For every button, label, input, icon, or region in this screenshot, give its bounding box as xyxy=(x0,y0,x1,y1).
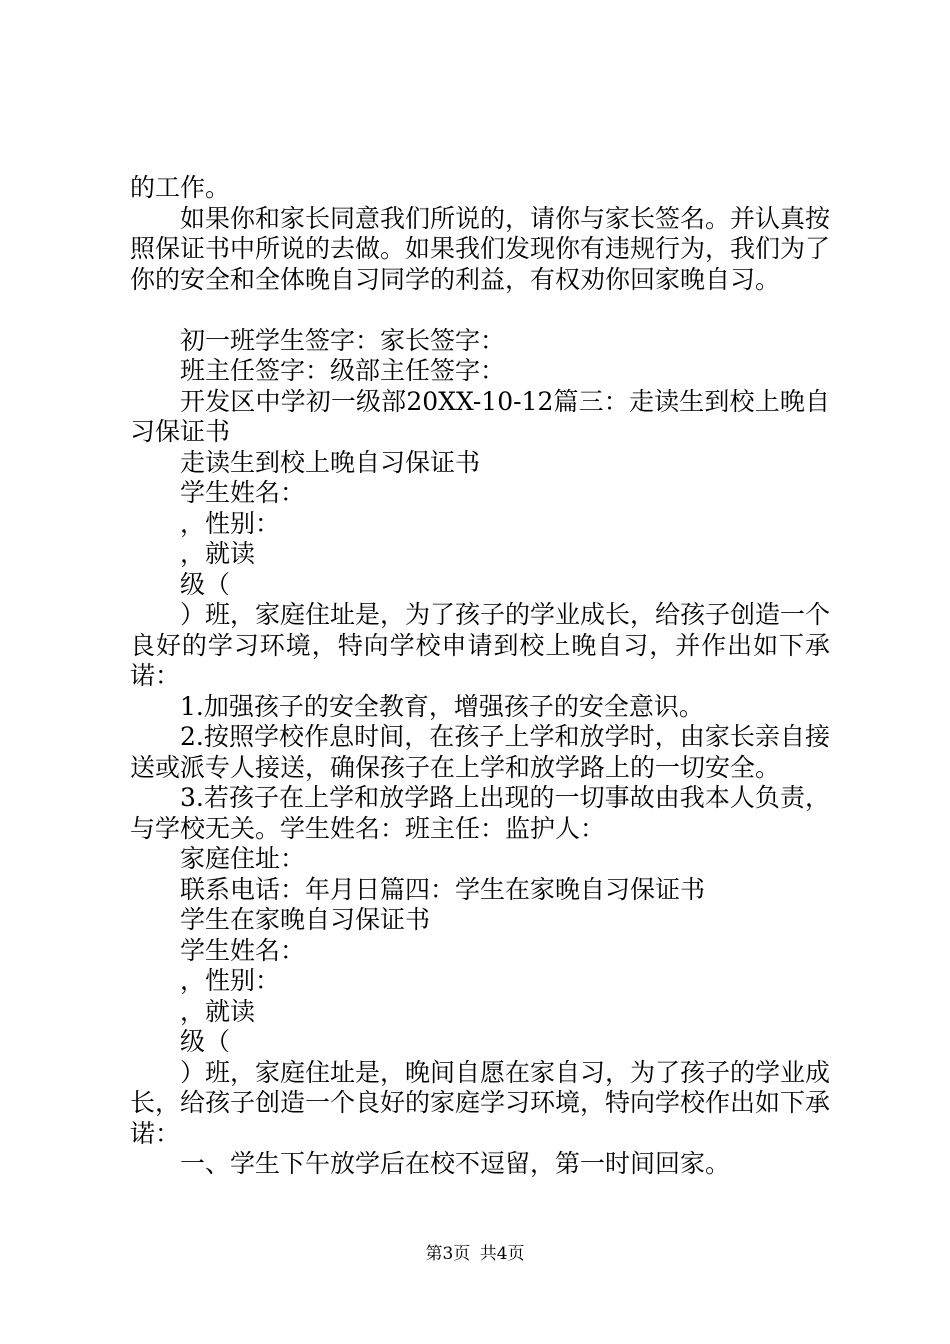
field-gender-1: ，性别： xyxy=(180,508,281,538)
pledge-item-3: 3.若孩子在上学和放学路上出现的一切事故由我本人负责，与学校无关。学生姓名：班主任：监护人： xyxy=(130,783,830,843)
page-number: 第3页 xyxy=(425,1244,471,1264)
paragraph-1: 的工作。 xyxy=(130,173,231,202)
document-body xyxy=(130,173,830,1180)
paragraph-4: 班主任签字：级部主任签字： xyxy=(180,356,506,385)
field-attend-2: ，就读 xyxy=(180,996,256,1026)
field-grade-1: 级（ xyxy=(180,569,231,599)
field-phone: 联系电话：年月日篇四：学生在家晚自习保证书 xyxy=(180,874,706,904)
paragraph-5: 开发区中学初一级部20XX-10-12篇三：走读生到校上晚自习保证书 xyxy=(130,386,830,446)
field-student-name-2: 学生姓名： xyxy=(180,935,306,965)
field-gender-2: ，性别： xyxy=(180,966,281,995)
paragraph-3: 初一班学生签字：家长签字： xyxy=(180,325,506,355)
pledge-item-1: 1.加强孩子的安全教育，增强孩子的安全意识。 xyxy=(180,691,704,721)
paragraph-2: 如果你和家长同意我们所说的，请你与家长签名。并认真按照保证书中所说的去做。如果我们发现你有违规行为，我们为了你的安全和全体晚自习同学的利益，有权劝你回家晚自习。 xyxy=(130,203,831,294)
section-title-3: 走读生到校上晚自习保证书 xyxy=(180,447,481,477)
field-grade-2: 级（ xyxy=(180,1027,231,1056)
paragraph-pledge-1: ）班，家庭住址是，为了孩子的学业成长，给孩子创造一个良好的学习环境，特向学校申请到校上晚自习，并作出如下承诺： xyxy=(130,600,831,690)
pledge-item-a: 一、学生下午放学后在校不逗留，第一时间回家。 xyxy=(180,1149,731,1178)
pledge-item-2: 2.按照学校作息时间，在孩子上学和放学时，由家长亲自接送或派专人接送，确保孩子在上学和放学路上的一切安全。 xyxy=(130,722,830,782)
section-title-4: 学生在家晚自习保证书 xyxy=(180,905,431,934)
blank-line xyxy=(130,295,830,326)
field-attend-1: ，就读 xyxy=(180,539,256,568)
page-footer xyxy=(0,1244,950,1264)
page-total: 共4页 xyxy=(479,1244,525,1264)
field-address: 家庭住址： xyxy=(180,844,306,873)
field-student-name-1: 学生姓名： xyxy=(180,478,306,507)
paragraph-pledge-2: ）班，家庭住址是，晚间自愿在家自习，为了孩子的学业成长，给孩子创造一个良好的家庭学习环境，特向学校作出如下承诺： xyxy=(130,1057,831,1148)
